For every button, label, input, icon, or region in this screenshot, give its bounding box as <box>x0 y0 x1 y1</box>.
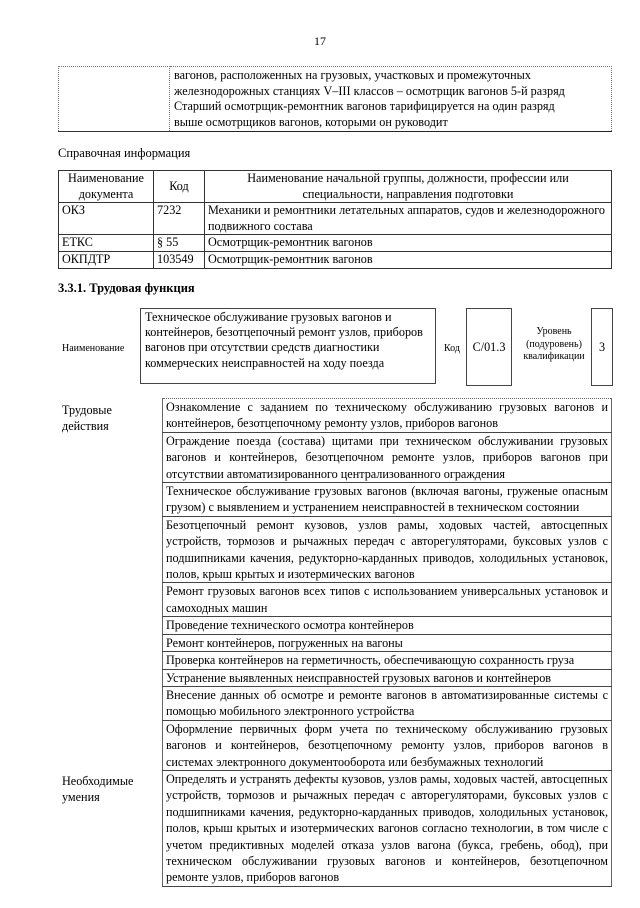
skill-row <box>58 770 612 886</box>
labor-action-item: Ограждение поезда (состава) щитами при техническом обслуживании грузовых вагонов и контейнеров, безотцепочном ремонте узлов, приборов вагонов при отсутствии автоматизированного централизованного ограждения <box>163 432 612 482</box>
labor-action-item: Безотцепочный ремонт кузовов, узлов рамы, ходовых частей, автосцепных устройств, тормозов и рычажных передач с авторегуляторами, буксовых узлов с подшипниками качения, редукторно-карданных приводов, холодильных установок, полов, крыш крытых и изотермических вагонов <box>163 516 612 583</box>
reference-header-code: Код <box>154 171 205 203</box>
section-title: 3.3.1. Трудовая функция <box>58 281 195 295</box>
reference-table <box>58 170 612 269</box>
qualification-level-label: Уровень (подуровень) квалификации <box>523 326 585 362</box>
function-name-label: Наименование <box>62 343 125 354</box>
continuation-label-cell <box>59 67 170 132</box>
function-code-box: C/01.3 <box>466 308 512 386</box>
reference-header-doc: Наименование документа <box>59 171 154 203</box>
reference-name: Осмотрщик-ремонтник вагонов <box>205 235 612 252</box>
labor-action-item: Внесение данных об осмотре и ремонте вагонов в автоматизированные системы с помощью мобильного электронного устройства <box>163 686 612 720</box>
labor-function-table <box>58 398 612 887</box>
qualification-level-box: 3 <box>591 308 613 386</box>
labor-actions-label: Трудовые действия <box>62 402 112 433</box>
continuation-line: выше осмотрщиков вагонов, которыми он руководит <box>174 114 448 129</box>
labor-action-item: Ознакомление с заданием по техническому обслуживанию грузовых вагонов и контейнеров, безотцепочному ремонту узлов, приборов вагонов <box>163 399 612 433</box>
reference-code: 7232 <box>154 203 205 235</box>
function-code-label: Код <box>444 343 460 354</box>
labor-action-item: Устранение выявленных неисправностей грузовых вагонов и контейнеров <box>163 669 612 686</box>
function-name-box: Техническое обслуживание грузовых вагонов и контейнеров, безотцепочный ремонт узлов, приборов вагонов при отсутствии средств диагностики коммерческих неисправностей на ходу поезда <box>140 308 436 384</box>
labor-action-item: Техническое обслуживание грузовых вагонов (включая вагоны, груженые опасным грузом) с выявлением и устранением неисправностей в техническом состоянии <box>163 483 612 517</box>
reference-header-name: Наименование начальной группы, должности, профессии или специальности, направления подготовки <box>205 171 612 203</box>
labor-action-item: Оформление первичных форм учета по техническому обслуживанию грузовых вагонов и контейнеров, безотцепочному ремонту узлов, приборов вагонов в системах электронного документооборота или безбумажных технологий <box>163 720 612 770</box>
continuation-line: вагонов, расположенных на грузовых, участковых и промежуточных <box>174 68 531 82</box>
continuation-table <box>58 66 612 132</box>
reference-doc: ОКЗ <box>59 203 154 235</box>
labor-action-row <box>58 399 612 433</box>
continuation-text-cell <box>170 67 612 132</box>
skills-label: Необходимые умения <box>62 774 134 805</box>
reference-header-row <box>59 171 612 203</box>
labor-action-item: Ремонт контейнеров, погруженных на вагоны <box>163 634 612 651</box>
reference-doc: ЕТКС <box>59 235 154 252</box>
continuation-line: железнодорожных станциях V–III классов – осмотрщик вагонов 5-й разряд <box>174 83 565 98</box>
continuation-line: Старший осмотрщик-ремонтник вагонов тарифицируется на один разряд <box>174 99 555 114</box>
reference-doc: ОКПДТР <box>59 251 154 268</box>
reference-code: § 55 <box>154 235 205 252</box>
reference-row <box>59 203 612 235</box>
labor-action-item: Проверка контейнеров на герметичность, обеспечивающую сохранность груза <box>163 652 612 669</box>
reference-name: Механики и ремонтники летательных аппаратов, судов и железнодорожного подвижного состава <box>205 203 612 235</box>
reference-name: Осмотрщик-ремонтник вагонов <box>205 251 612 268</box>
labor-action-item: Проведение технического осмотра контейнеров <box>163 617 612 634</box>
reference-row <box>59 235 612 252</box>
skill-item: Определять и устранять дефекты кузовов, узлов рамы, ходовых частей, автосцепных устройств, тормозов и рычажных передач с авторегуляторами, буксовых узлов с подшипниками качения, редукторно-карданных приводов, холодильных установок, полов, крыш крытых и изотермических вагонов согласно технологии, в том числе с учетом предиктивных моделей отказа узлов вагона (букса, гребень, обод), при техническом обслуживании грузовых вагонов и контейнеров, безотцепочном ремонте узлов, приборов вагонов <box>163 770 612 886</box>
labor-action-item: Ремонт грузовых вагонов всех типов с использованием универсальных установок и самоходных машин <box>163 583 612 617</box>
reference-heading: Справочная информация <box>58 146 191 160</box>
reference-code: 103549 <box>154 251 205 268</box>
page-number: 17 <box>314 34 326 48</box>
reference-row <box>59 251 612 268</box>
